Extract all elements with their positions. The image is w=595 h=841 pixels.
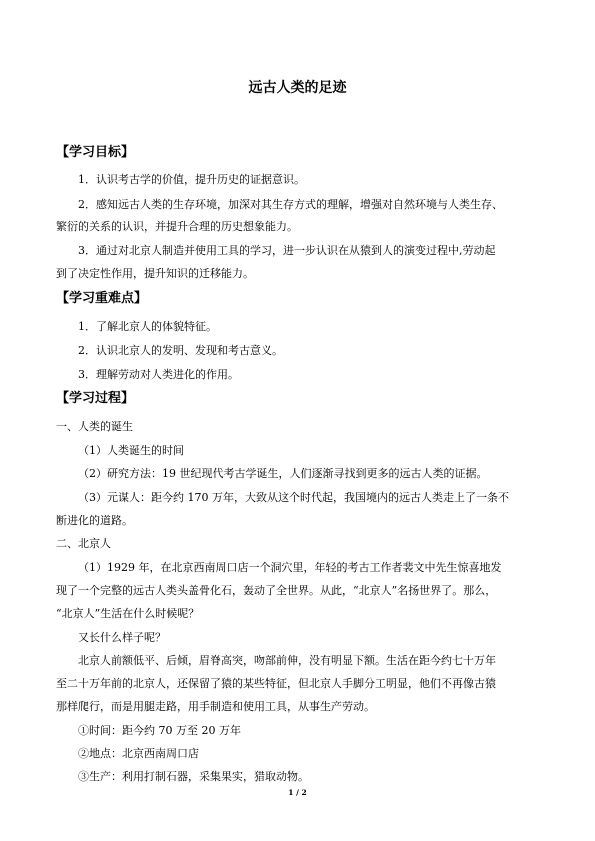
process-p2-time: ①时间：距今约 70 万至 20 万年: [78, 724, 241, 737]
key-point-item-2: 2．认识北京人的发明、发现和考古意义。: [78, 344, 283, 357]
process-part2-title: 二、北京人: [56, 537, 111, 550]
page-title: 远古人类的足迹: [248, 80, 347, 96]
goal-item-2: 2．感知远古人类的生存环境，加深对其生存方式的理解，增强对自然环境与人类生存、: [78, 198, 503, 211]
process-p2-line-2: 又长什么样子呢？: [78, 631, 166, 644]
process-part1-title: 一、人类的诞生: [56, 420, 133, 433]
page-number: 1 / 2: [288, 788, 307, 797]
process-p2-location: ②地点：北京西南周口店: [78, 747, 199, 760]
process-p2-line-1-cont2: “北京人”生活在什么时候呢？: [56, 607, 200, 620]
process-p2-line-1-cont: 现了一个完整的远古人类头盖骨化石，轰动了全世界。从此，“北京人”名扬世界了。那么，: [56, 584, 497, 597]
process-p2-line-1: （1）1929 年，在北京西南周口店一个洞穴里，年轻的考古工作者裴文中先生惊喜地发: [78, 561, 502, 574]
goal-item-3-cont: 到了决定性作用，提升知识的迁移能力。: [56, 267, 254, 280]
section-heading-goals: 【学习目标】: [56, 145, 135, 160]
key-point-item-1: 1．了解北京人的体貌特征。: [78, 320, 217, 333]
goal-item-1: 1．认识考古学的价值，提升历史的证据意识。: [78, 173, 305, 186]
section-heading-process: 【学习过程】: [56, 391, 135, 406]
goal-item-2-cont: 繁衍的关系的认识，并提升合理的历史想象能力。: [56, 220, 298, 233]
section-heading-key-points: 【学习重难点】: [56, 291, 148, 306]
process-p1-line-3-cont: 断进化的道路。: [56, 514, 133, 527]
process-p2-line-3-cont2: 那样爬行，而是用腿走路，用手制造和使用工具，从事生产劳动。: [56, 700, 375, 713]
process-p2-line-3: 北京人前额低平、后倾，眉脊高突，吻部前伸，没有明显下额。生活在距今约七十万年: [78, 654, 496, 667]
key-point-item-3: 3．理解劳动对人类进化的作用。: [78, 368, 239, 381]
goal-item-3: 3．通过对北京人制造并使用工具的学习，进一步认识在从猿到人的演变过程中,劳动起: [78, 244, 496, 257]
process-p1-line-2: （2）研究方法：19 世纪现代考古学诞生，人们逐渐寻找到更多的远古人类的证据。: [78, 467, 488, 480]
process-p2-production: ③生产：利用打制石器，采集果实，猎取动物。: [78, 770, 309, 783]
process-p1-line-1: （1）人类诞生的时间: [78, 444, 184, 457]
process-p1-line-3: （3）元谋人：距今约 170 万年，大致从这个时代起，我国境内的远古人类走上了一条不: [78, 491, 509, 504]
process-p2-line-3-cont: 至二十万年前的北京人，还保留了猿的某些特征，但北京人手脚分工明显，他们不再像古猿: [56, 677, 496, 690]
